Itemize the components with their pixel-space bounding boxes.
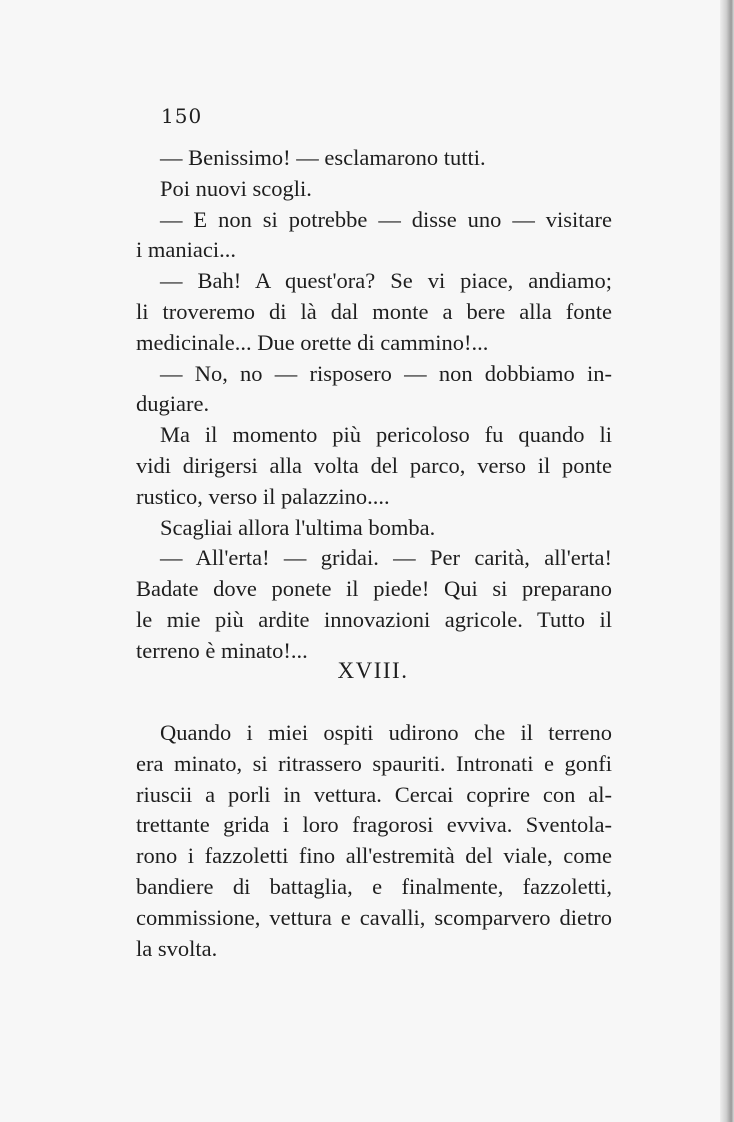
text-line: terreno è minato!... — [136, 637, 308, 663]
text-line: riuscii a porli in vettura. Cercai coprire con al- — [136, 781, 612, 807]
page-edge-shadow — [720, 0, 734, 1122]
text-line: trettante grida i loro fragorosi evviva. Sventola- — [136, 812, 612, 838]
text-line: commissione, vettura e cavalli, scomparvero dietro — [136, 904, 612, 930]
text-line: — Benissimo! — esclamarono tutti. — [160, 145, 486, 170]
chapter-heading: XVIII. — [337, 658, 409, 683]
text-line: — Bah! A quest'ora? Se vi piace, andiamo; — [160, 268, 612, 294]
text-line: — No, no — risposero — non dobbiamo in- — [160, 360, 612, 386]
text-line: vidi dirigersi alla volta del parco, verso il ponte — [136, 452, 612, 478]
text-line: rono i fazzoletti fino all'estremità del viale, come — [136, 843, 612, 869]
text-line: era minato, si ritrassero spauriti. Intronati e gonfi — [136, 750, 612, 776]
page-number: 150 — [161, 104, 203, 128]
text-line: — All'erta! — gridai. — Per carità, all'erta! — [160, 545, 612, 571]
text-line: i maniaci... — [136, 237, 236, 263]
text-block-before-heading — [136, 143, 612, 667]
text-line: Scagliai allora l'ultima bomba. — [160, 514, 436, 540]
text-line: li troveremo di là dal monte a bere alla fonte — [136, 298, 612, 324]
text-line: la svolta. — [136, 935, 218, 961]
text-line: — E non si potrebbe — disse uno — visitare — [160, 206, 612, 232]
text-line: Poi nuovi scogli. — [160, 175, 312, 201]
text-line: Ma il momento più pericoloso fu quando li — [160, 422, 612, 448]
text-line: medicinale... Due orette di cammino!... — [136, 329, 489, 355]
text-block-after-heading — [136, 718, 612, 964]
text-line: le mie più ardite innovazioni agricole. Tutto il — [136, 606, 612, 632]
text-line: bandiere di battaglia, e finalmente, fazzoletti, — [136, 873, 612, 899]
text-line: Badate dove ponete il piede! Qui si preparano — [136, 576, 612, 602]
text-line: rustico, verso il palazzino.... — [136, 483, 390, 509]
text-line: Quando i miei ospiti udirono che il terreno — [160, 720, 612, 745]
text-line: dugiare. — [136, 391, 210, 417]
